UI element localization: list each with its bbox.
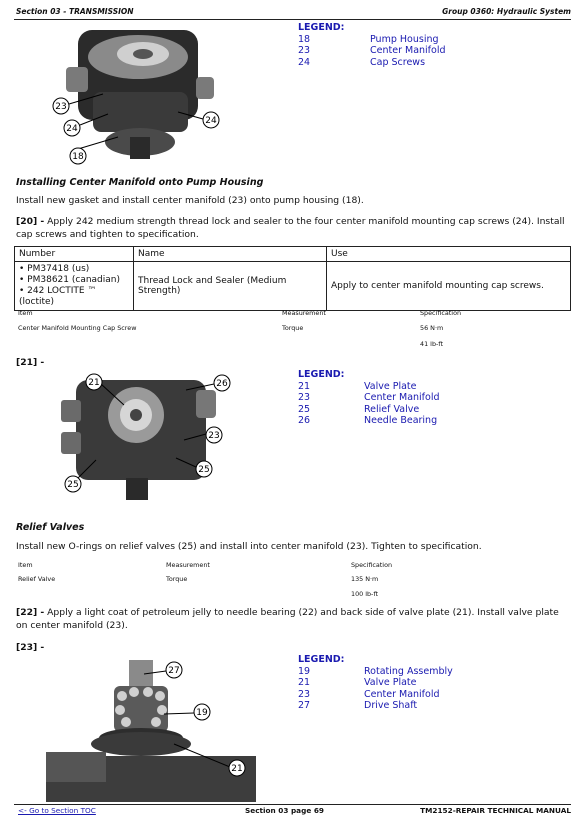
table-row: [15, 262, 571, 311]
spec-value-imperial: 41 lb-ft: [420, 340, 443, 348]
manual-title: TM2152-REPAIR TECHNICAL MANUAL: [420, 806, 571, 815]
spec-header-measurement: Measurement: [166, 561, 210, 569]
legend-label: Rotating Assembly: [364, 665, 453, 677]
callout-24b: 24: [205, 116, 217, 126]
legend-label: Drive Shaft: [364, 700, 418, 711]
step-number: [22] -: [16, 607, 45, 618]
legend-label: Cap Screws: [370, 56, 426, 68]
legend-num: 25: [298, 403, 311, 415]
legend-num: 21: [298, 380, 311, 392]
legend-2: [298, 369, 440, 427]
callout-26: 26: [216, 379, 228, 389]
part-number: • PM37418 (us): [19, 264, 90, 274]
step-number: [20] -: [16, 216, 45, 227]
part-number: • 242 LOCTITE ™ (loctite): [19, 286, 97, 307]
spec-measurement: Torque: [282, 324, 304, 332]
spec-header-item: Item: [18, 561, 33, 569]
callout-23: 23: [55, 102, 67, 112]
part-number: • PM38621 (canadian): [19, 275, 120, 285]
legend-label: Valve Plate: [364, 677, 417, 688]
table-cell-name: Thread Lock and Sealer (Medium Strength): [134, 262, 327, 311]
table-header: Name: [134, 247, 327, 262]
legend-1: [298, 22, 446, 68]
legend-num: 23: [298, 392, 311, 403]
step-22: [16, 606, 571, 632]
table-cell-numbers: [15, 262, 134, 311]
legend-label: Pump Housing: [370, 33, 439, 45]
spec-header-measurement: Measurement: [282, 309, 326, 317]
spec-header-item: Item: [18, 309, 33, 317]
callout-25b: 25: [67, 480, 79, 490]
pump-housing-photo: [48, 22, 238, 167]
page-number: Section 03 page 69: [245, 806, 324, 815]
legend-label: Relief Valve: [364, 403, 420, 415]
callout-23: 23: [208, 431, 220, 441]
spec-item: Relief Valve: [18, 575, 56, 583]
legend-label: Valve Plate: [364, 380, 417, 392]
legend-label: Needle Bearing: [364, 415, 438, 426]
legend-num: 23: [298, 688, 311, 700]
spec-value-metric: 56 N·m: [420, 324, 444, 332]
spec-value-metric: 135 N·m: [351, 575, 379, 583]
legend-num: 26: [298, 415, 311, 426]
install-text: Install new gasket and install center manifold (23) onto pump housing (18).: [16, 195, 364, 206]
center-manifold-photo: [56, 370, 256, 505]
spec-item: Center Manifold Mounting Cap Screw: [18, 324, 137, 332]
section-title-relief: Relief Valves: [16, 522, 85, 533]
section-title-install: Installing Center Manifold onto Pump Housing: [16, 177, 264, 188]
legend-num: 24: [298, 56, 311, 68]
spec-header-spec: Specification: [351, 561, 393, 569]
section-toc-link[interactable]: <- Go to Section TOC: [18, 806, 96, 815]
relief-text: Install new O-rings on relief valves (25) and install into center manifold (23). Tighten to specification.: [16, 541, 482, 552]
callout-24a: 24: [66, 124, 78, 134]
step-text: Apply a light coat of petroleum jelly to needle bearing (22) and back side of valve plate (21). Install valve plate on center manifold (23).: [16, 607, 559, 631]
legend-label: Center Manifold: [364, 688, 440, 700]
step-23: [23] -: [16, 642, 45, 653]
legend-title: LEGEND:: [298, 654, 345, 665]
spec-header-spec: Specification: [420, 309, 462, 317]
callout-21: 21: [231, 764, 243, 774]
spec-measurement: Torque: [166, 575, 188, 583]
callout-21: 21: [88, 378, 100, 388]
table-header: Number: [15, 247, 134, 262]
legend-num: 23: [298, 45, 311, 56]
group-header: Group 0360: Hydraulic System: [442, 7, 571, 16]
table-header: Use: [327, 247, 571, 262]
legend-num: 19: [298, 665, 311, 677]
step-text: Apply 242 medium strength thread lock and sealer to the four center manifold mounting cap screws (24). Install cap screws and tighten to specification.: [16, 216, 565, 240]
section-header: Section 03 - TRANSMISSION: [16, 7, 134, 16]
table-cell-use: Apply to center manifold mounting cap screws.: [327, 262, 571, 311]
callout-18: 18: [72, 152, 84, 162]
legend-num: 27: [298, 700, 311, 711]
callout-19: 19: [196, 708, 208, 718]
table-header-row: [15, 247, 571, 262]
legend-title: LEGEND:: [298, 22, 345, 33]
legend-num: 21: [298, 677, 311, 688]
legend-label: Center Manifold: [364, 392, 440, 403]
legend-title: LEGEND:: [298, 369, 345, 380]
parts-table: [14, 246, 571, 311]
rotating-assembly-photo: [44, 656, 264, 802]
footer-rule: [14, 804, 571, 805]
step-21: [21] -: [16, 357, 45, 368]
callout-25a: 25: [198, 465, 210, 475]
header-rule: [14, 19, 571, 20]
callout-27: 27: [168, 666, 180, 676]
legend-label: Center Manifold: [370, 45, 446, 56]
legend-num: 18: [298, 33, 311, 45]
step-20: [16, 215, 571, 241]
legend-3: [298, 654, 453, 712]
spec-value-imperial: 100 lb-ft: [351, 590, 379, 598]
